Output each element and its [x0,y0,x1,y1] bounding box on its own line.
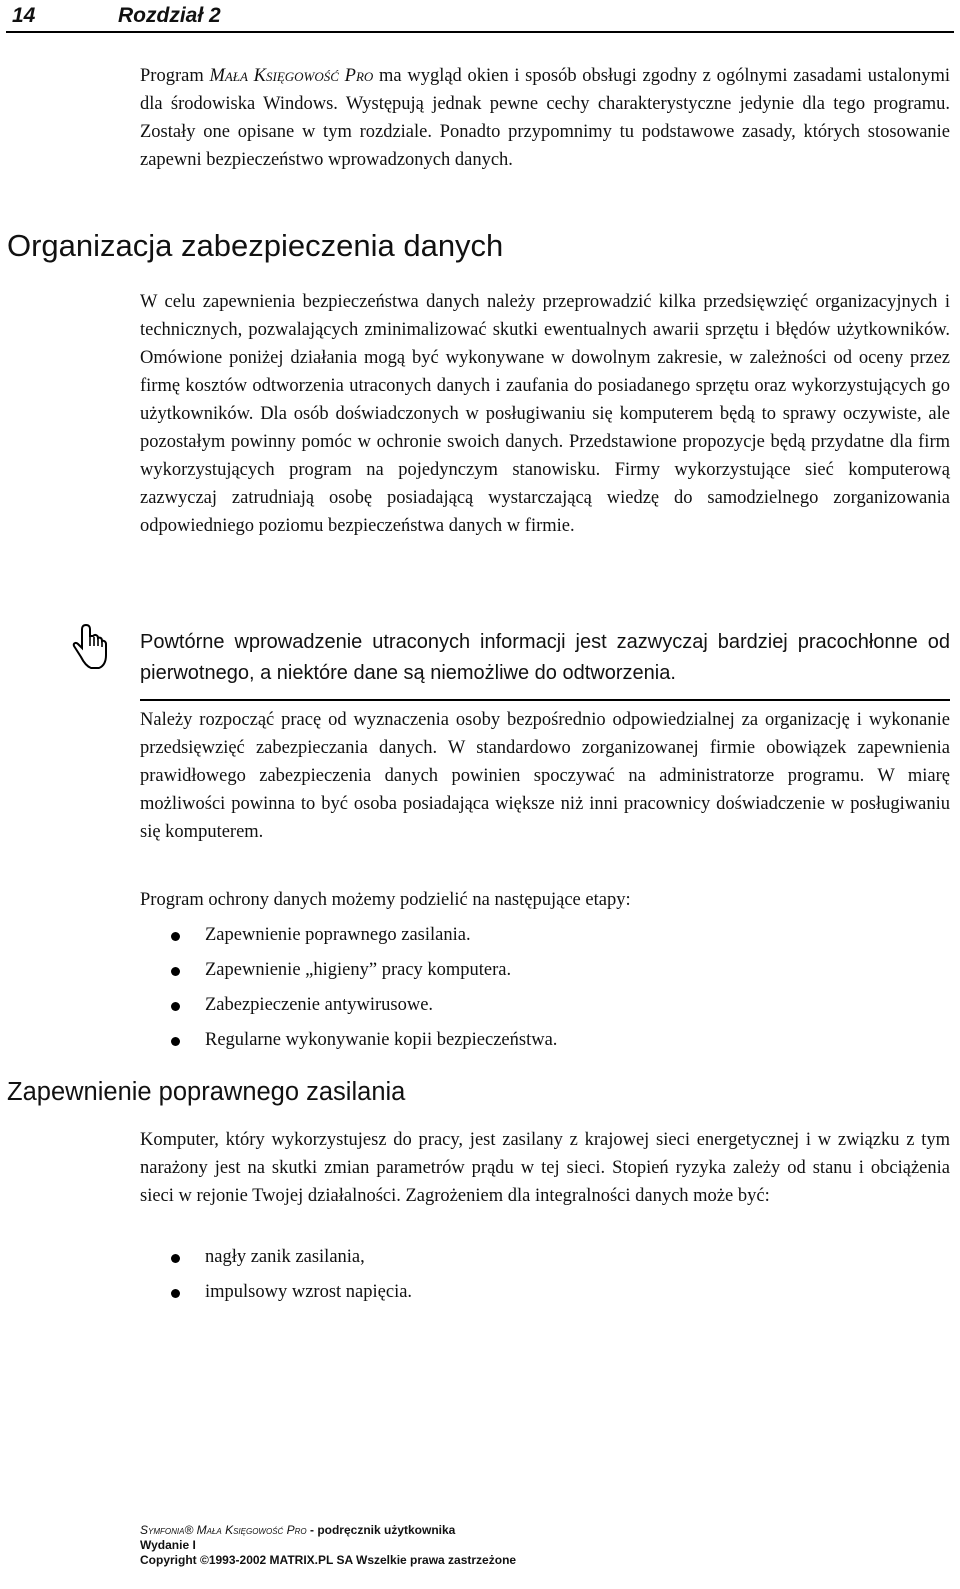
list-item [140,1240,950,1275]
power-paragraph-1: Komputer, który wykorzystujesz do pracy, jest zasilany z krajowej sieci energetycznej i w związku z tym narażony jest na skutki zmian parametrów prądu w tej sieci. Stopień ryzyka zależy od stanu i obciążenia sieci w rejonie Twojej działalności. Zagrożeniem dla integralności danych może być: [140,1130,950,1206]
note-text: Powtórne wprowadzenie utraconych informacji jest zazwyczaj bardziej pracochłonne od pierwotnego, a niektóre dane są niemożliwe do odtworzenia. [140,631,950,684]
footer-suffix: - podręcznik użytkownika [306,1523,456,1537]
page-footer [140,1523,516,1568]
list-item-text: Zapewnienie poprawnego zasilania. [205,925,471,945]
bullet-icon [171,932,180,941]
bullet-icon [171,1037,180,1046]
footer-copyright: Copyright ©1993-2002 MATRIX.PL SA Wszelkie prawa zastrzeżone [140,1553,517,1567]
product-name: Mała Księgowość Pro [209,66,374,86]
note-rule [140,699,950,701]
footer-product: Symfonia® Mała Księgowość Pro [140,1523,307,1537]
list-item [140,918,950,953]
chapter-title: Rozdział 2 [118,4,221,27]
section-heading-data-security: Organizacja zabezpieczenia danych [7,228,504,263]
list-item-text: nagły zanik zasilania, [205,1247,365,1267]
security-paragraph-1: W celu zapewnienia bezpieczeństwa danych należy przeprowadzić kilka przedsięwzięć organizacyjnych i technicznych, pozwalających zminimalizować skutki ewentualnych awarii sprzętu i błędów użytkowników. Omówione poniżej działania mogą być wykonywane w dowolnym zakresie, w zależności od oceny przez firmę kosztów odtworzenia utraconych danych i zaufania do posiadanego sprzętu oraz wykorzystujących go użytkowników. Dla osób doświadczonych w posługiwaniu się komputerem będą to sprawy oczywiste, ale pozostałym powinny pomóc w ochronie swoich danych. Przedstawione propozycje będą przydatne dla firm wykorzystujących program na pojedynczym stanowisku. Firmy wykorzystujące sieć komputerową zazwyczaj zatrudniają osobę posiadającą wystarczającą wiedzę do samodzielnego zorganizowania odpowiedniego poziomu bezpieczeństwa danych w firmie. [140,292,950,536]
security-paragraph-3: Program ochrony danych możemy podzielić na następujące etapy: [140,890,631,910]
header-rule [6,31,954,33]
important-note [140,627,950,701]
footer-title [140,1523,516,1538]
bullet-icon [171,1002,180,1011]
stages-list [140,918,950,1058]
list-item [140,1275,950,1310]
list-item [140,953,950,988]
list-item-text: Regularne wykonywanie kopii bezpieczeństwa. [205,1030,558,1050]
list-item [140,1023,950,1058]
list-item-text: Zabezpieczenie antywirusowe. [205,995,434,1015]
page-number: 14 [12,4,36,27]
security-paragraph-2: Należy rozpocząć pracę od wyznaczenia osoby bezpośrednio odpowiedzialnej za organizację i wykonanie przedsięwzięć zabezpieczania danych. W standardowo zorganizowanej firmie obowiązek zapewnienia prawidłowego zabezpieczenia danych powinien spoczywać na administratorze programu. W miarę możliwości powinna to być osoba posiadająca większe niż inni pracownicy doświadczenie w posługiwaniu się komputerem. [140,710,950,842]
list-item-text: impulsowy wzrost napięcia. [205,1282,413,1302]
bullet-icon [171,1254,180,1263]
intro-text-start: Program [140,66,210,86]
pointing-hand-icon [70,622,110,674]
bullet-icon [171,967,180,976]
intro-paragraph [140,62,950,174]
list-item-text: Zapewnienie „higieny” pracy komputera. [205,960,512,980]
section-heading-power-supply: Zapewnienie poprawnego zasilania [7,1078,406,1106]
footer-edition: Wydanie I [140,1538,196,1552]
intro-text-rest: ma wygląd okien i sposób obsługi zgodny z ogólnymi zasadami ustalonymi dla środowiska Windows. Występują jednak pewne cechy charakterystyczne jedynie dla tego programu. Zostały one opisane w tym rozdziale. Ponadto przypomnimy tu podstawowe zasady, których stosowanie zapewni bezpieczeństwo wprowadzonych danych. [140,66,950,170]
page-header [6,0,954,34]
threats-list [140,1240,950,1310]
list-item [140,988,950,1023]
bullet-icon [171,1289,180,1298]
